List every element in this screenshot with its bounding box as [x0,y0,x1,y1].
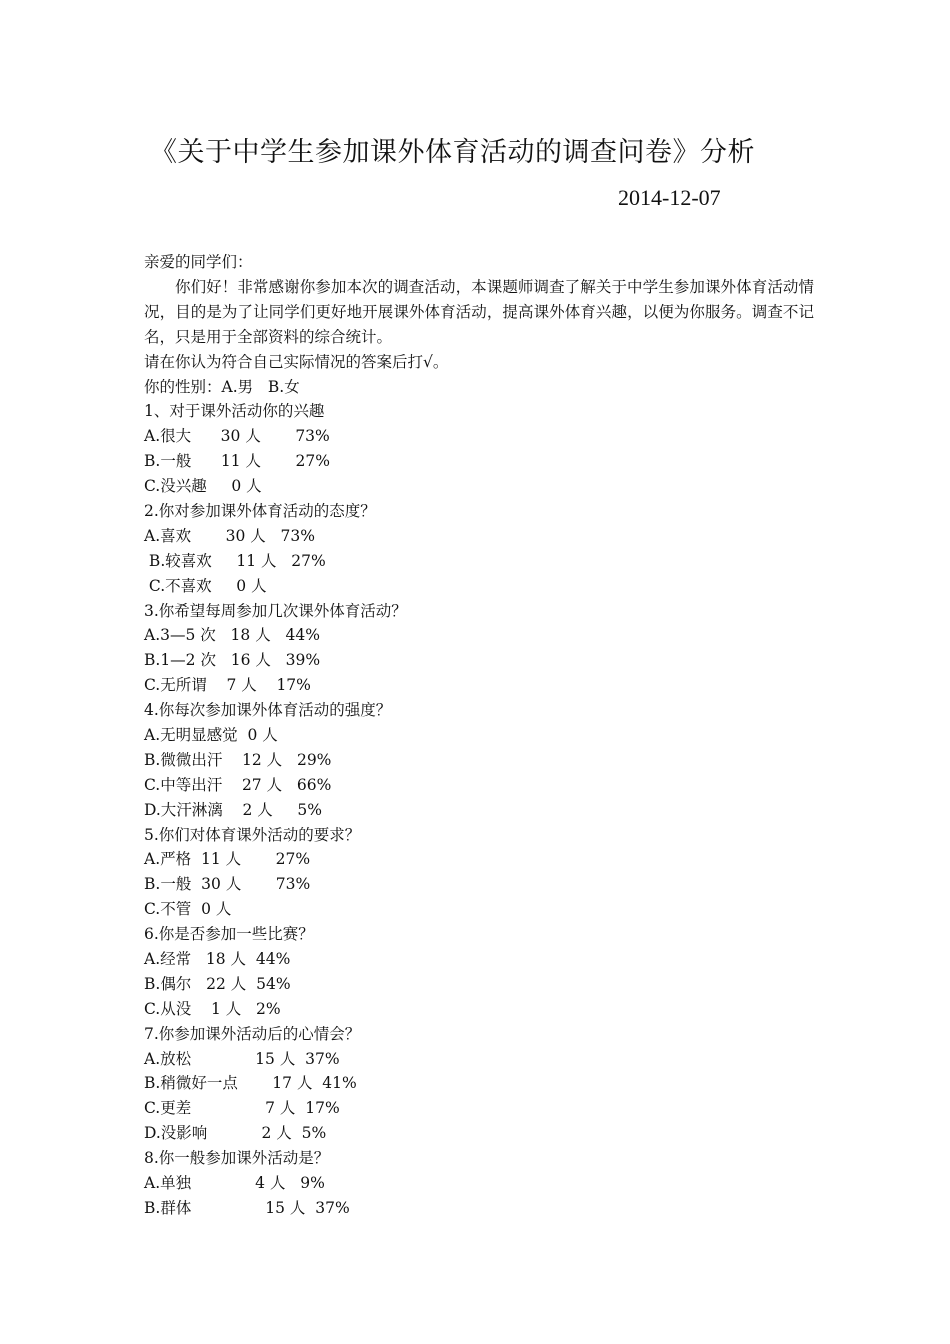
survey-line: A.无明显感觉 0 人 [144,725,278,744]
survey-line: A.很大 30 人 73% [144,427,330,446]
survey-line: B.较喜欢 11 人 27% [144,551,326,570]
survey-line: B.1—2 次 16 人 39% [144,651,321,670]
survey-line: B.一般 11 人 27% [144,452,330,471]
survey-line: 7.你参加课外活动后的心情会？ [144,1024,361,1043]
survey-line: C.中等出汗 27 人 66% [144,775,332,794]
intro-paragraph: 你们好！非常感谢你参加本次的调查活动，本课题师调查了解关于中学生参加课外体育活动情况，目的是为了让同学们更好地开展课外体育活动，提高课外体育兴趣，以便为你服务。调查不记名，只是用于全部资料的综合统计。 [144,277,814,346]
survey-line: 5.你们对体育课外活动的要求？ [144,825,361,844]
survey-results [144,399,814,1220]
survey-line: B.稍微好一点 17 人 41% [144,1074,357,1093]
document-date: 2014-12-07 [618,185,721,210]
survey-line: A.严格 11 人 27% [144,850,311,869]
gender-question: 你的性别：A.男 B.女 [144,377,300,396]
survey-line: C.从没 1 人 2% [144,999,281,1018]
survey-line: A.喜欢 30 人 73% [144,526,315,545]
document-title: 《关于中学生参加课外体育活动的调查问卷》分析 [150,137,755,168]
survey-line: 3.你希望每周参加几次课外体育活动？ [144,601,407,620]
survey-line: A.3—5 次 18 人 44% [144,626,320,645]
survey-line: 1、对于课外活动你的兴趣 [144,402,325,421]
survey-line: 2.你对参加课外体育活动的态度？ [144,501,376,520]
survey-line: D.没影响 2 人 5% [144,1124,327,1143]
survey-line: B.偶尔 22 人 54% [144,974,291,993]
survey-line: C.不喜欢 0 人 [144,576,267,595]
survey-line: A.经常 18 人 44% [144,949,291,968]
survey-line: C.不管 0 人 [144,900,232,919]
greeting: 亲爱的同学们： [144,253,253,271]
survey-line: A.单独 4 人 9% [144,1174,325,1192]
document-body [144,250,814,1221]
survey-line: B.群体 15 人 37% [144,1198,350,1217]
survey-line: 8.你一般参加课外活动是？ [144,1149,330,1168]
survey-line: D.大汗淋漓 2 人 5% [144,800,323,819]
survey-line: 6.你是否参加一些比赛？ [144,925,314,944]
instruction: 请在你认为符合自己实际情况的答案后打√。 [144,352,449,371]
survey-line: B.微微出汗 12 人 29% [144,750,332,769]
survey-line: 4.你每次参加课外体育活动的强度？ [144,701,392,720]
survey-line: A.放松 15 人 37% [144,1049,340,1068]
survey-line: C.无所谓 7 人 17% [144,676,311,695]
survey-line: C.没兴趣 0 人 [144,477,262,496]
survey-line: C.更差 7 人 17% [144,1099,340,1118]
survey-line: B.一般 30 人 73% [144,875,311,894]
